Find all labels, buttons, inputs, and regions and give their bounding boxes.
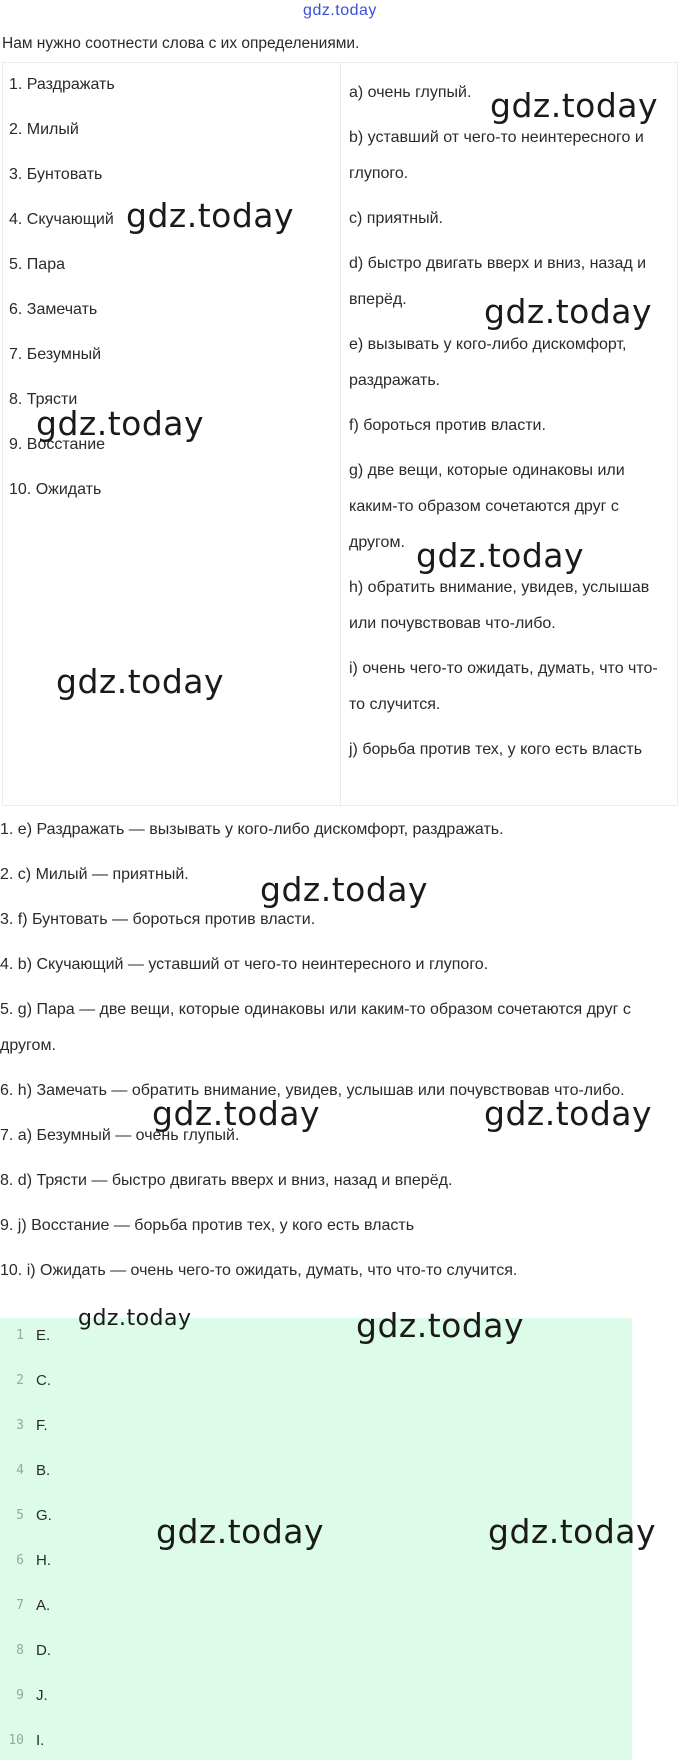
answer-item: 6. h) Замечать — обратить внимание, увидев, услышав или почувствовав что-либо. (0, 1082, 625, 1099)
definition-item: g) две вещи, которые одинаковы или каким-то образом сочетаются друг с другом. (349, 462, 625, 551)
answer-item: 8. d) Трясти — быстро двигать вверх и вниз, назад и вперёд. (0, 1172, 453, 1189)
line-number: 8 (16, 1643, 24, 1658)
watermark: gdz.today (356, 1306, 525, 1345)
definition-item: f) бороться против власти. (349, 417, 546, 434)
code-line (0, 1641, 51, 1661)
code-line (0, 1461, 50, 1481)
word-item: 9. Восстание (9, 436, 106, 453)
watermark: gdz.today (56, 662, 225, 701)
code-value: H. (36, 1552, 51, 1569)
code-value: D. (36, 1642, 51, 1659)
code-line (0, 1686, 48, 1706)
word-item: 6. Замечать (9, 301, 98, 318)
line-number: 7 (16, 1598, 24, 1613)
line-number: 3 (16, 1418, 24, 1433)
watermark: gdz.today (488, 1512, 657, 1551)
answer-item: 7. a) Безумный — очень глупый. (0, 1127, 240, 1144)
word-item: 7. Безумный (9, 346, 102, 363)
words-column (9, 75, 329, 525)
watermark: gdz.today (156, 1512, 325, 1551)
code-value: G. (36, 1507, 52, 1524)
answer-item: 1. e) Раздражать — вызывать у кого-либо дискомфорт, раздражать. (0, 821, 504, 838)
code-line (0, 1506, 52, 1526)
answer-item: 3. f) Бунтовать — бороться против власти. (0, 911, 316, 928)
code-line (0, 1551, 51, 1571)
watermark: gdz.today (36, 404, 205, 443)
line-number: 1 (16, 1328, 24, 1343)
line-number: 5 (16, 1508, 24, 1523)
word-item: 10. Ожидать (9, 481, 102, 498)
watermark: gdz.today (152, 1094, 321, 1133)
code-value: A. (36, 1597, 51, 1614)
line-number: 6 (16, 1553, 24, 1568)
code-line (0, 1326, 50, 1346)
answer-item: 2. c) Милый — приятный. (0, 866, 189, 883)
watermark: gdz.today (260, 870, 429, 909)
definition-item: i) очень чего-то ожидать, думать, что что-то случится. (349, 660, 658, 713)
line-number: 10 (8, 1733, 24, 1748)
site-header-logo: gdz.today (303, 2, 377, 19)
definition-item: d) быстро двигать вверх и вниз, назад и вперёд. (349, 255, 647, 308)
code-value: B. (36, 1462, 51, 1479)
code-line (0, 1371, 51, 1391)
definition-item: e) вызывать у кого-либо дискомфорт, раздражать. (349, 336, 627, 389)
code-value: E. (36, 1327, 51, 1344)
code-value: J. (36, 1687, 48, 1704)
line-number: 4 (16, 1463, 24, 1478)
word-item: 4. Скучающий (9, 211, 114, 228)
line-number: 2 (16, 1373, 24, 1388)
answer-item: 10. i) Ожидать — очень чего-то ожидать, думать, что что-то случится. (0, 1262, 518, 1279)
answer-item: 9. j) Восстание — борьба против тех, у кого есть власть (0, 1217, 415, 1234)
watermark: gdz.today (126, 196, 295, 235)
task-intro: Нам нужно соотнести слова с их определениями. (2, 35, 360, 52)
column-divider (340, 63, 341, 805)
word-item: 1. Раздражать (9, 76, 115, 93)
code-line (0, 1731, 44, 1751)
definition-item: b) уставший от чего-то неинтересного и глупого. (349, 129, 644, 182)
word-item: 5. Пара (9, 256, 65, 273)
definition-item: c) приятный. (349, 210, 443, 227)
answer-item: 5. g) Пара — две вещи, которые одинаковы или каким-то образом сочетаются друг с другом. (0, 1001, 631, 1054)
definition-item: j) борьба против тех, у кого есть власть (349, 741, 643, 758)
watermark: gdz.today (490, 86, 659, 125)
answer-item: 4. b) Скучающий — уставший от чего-то неинтересного и глупого. (0, 956, 489, 973)
watermark: gdz.today (484, 1094, 653, 1133)
definition-item: h) обратить внимание, увидев, услышав или почувствовав что-либо. (349, 579, 650, 632)
code-value: F. (36, 1417, 48, 1434)
line-number: 9 (16, 1688, 24, 1703)
code-value: I. (36, 1732, 45, 1749)
word-item: 2. Милый (9, 121, 79, 138)
code-value: C. (36, 1372, 51, 1389)
watermark: gdz.today (416, 536, 585, 575)
code-line (0, 1416, 48, 1436)
word-item: 8. Трясти (9, 391, 78, 408)
watermark: gdz.today (78, 1306, 192, 1331)
definition-item: a) очень глупый. (349, 84, 472, 101)
definitions-column (349, 75, 673, 777)
watermark: gdz.today (484, 292, 653, 331)
code-line (0, 1596, 50, 1616)
word-item: 3. Бунтовать (9, 166, 103, 183)
